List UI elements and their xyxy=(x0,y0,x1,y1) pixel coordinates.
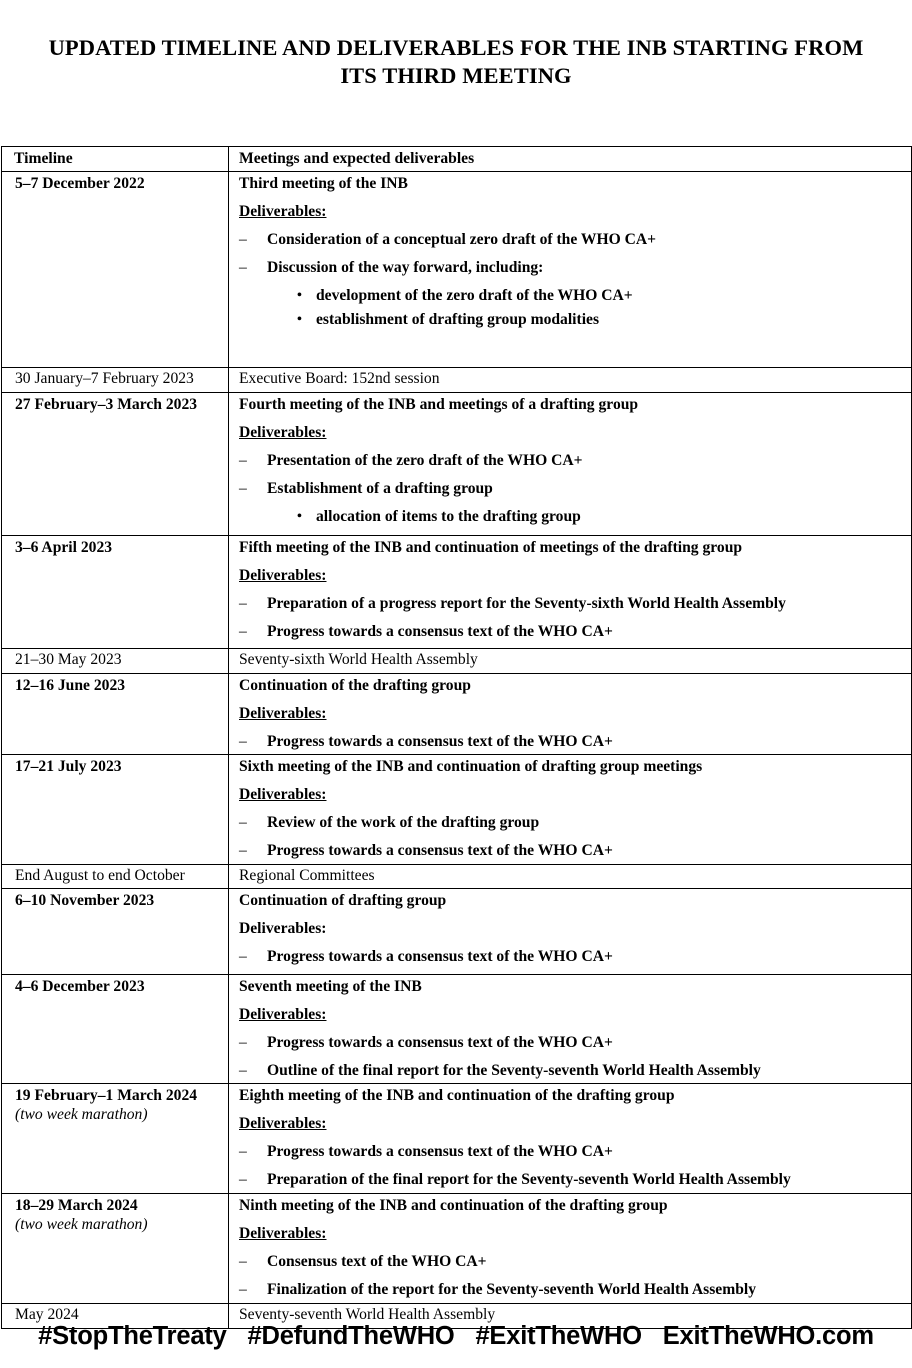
row-date: May 2024 xyxy=(2,1304,229,1329)
table-row xyxy=(2,536,912,649)
deliverable-item: – Consensus text of the WHO CA+ xyxy=(239,1253,487,1270)
row-date: 18–29 March 2024 xyxy=(15,1197,138,1214)
dash-marker: – xyxy=(239,1171,247,1188)
table-row xyxy=(2,172,912,368)
dash-marker: – xyxy=(239,1062,247,1079)
table-row xyxy=(2,1084,912,1194)
document-title xyxy=(0,34,912,90)
deliverable-item: – Progress towards a consensus text of the WHO CA+ xyxy=(239,733,613,750)
row-date: 5–7 December 2022 xyxy=(15,175,145,192)
bullet-marker: • xyxy=(297,288,302,303)
hashtag-defund-the-who: #DefundTheWHO xyxy=(247,1322,455,1350)
deliverable-item: – Preparation of a progress report for the Seventy-sixth World Health Assembly xyxy=(239,595,786,612)
row-date: 17–21 July 2023 xyxy=(15,758,122,775)
table-row xyxy=(2,865,912,889)
deliverable-item: – Progress towards a consensus text of the WHO CA+ xyxy=(239,623,613,640)
deliverables-label: Deliverables: xyxy=(239,1006,327,1023)
deliverable-item: – Establishment of a drafting group xyxy=(239,480,493,497)
dash-marker: – xyxy=(239,452,247,469)
row-date: 19 February–1 March 2024 xyxy=(15,1087,198,1104)
sub-bullet-item: • establishment of drafting group modalities xyxy=(239,308,911,332)
row-date: 27 February–3 March 2023 xyxy=(15,396,198,413)
row-date: End August to end October xyxy=(2,865,229,889)
hashtag-stop-the-treaty: #StopTheTreaty xyxy=(38,1322,227,1350)
row-meeting-title: Seventy-sixth World Health Assembly xyxy=(229,649,912,674)
row-date: 12–16 June 2023 xyxy=(15,677,126,694)
title-line-1: UPDATED TIMELINE AND DELIVERABLES FOR THE INB STARTING FROM xyxy=(48,35,864,60)
dash-marker: – xyxy=(239,1281,247,1298)
deliverables-label: Deliverables: xyxy=(239,567,327,584)
row-meeting-title: Continuation of the drafting group xyxy=(239,677,471,694)
dash-marker: – xyxy=(239,1143,247,1160)
timeline-table xyxy=(1,146,912,1329)
deliverable-item: – Progress towards a consensus text of the WHO CA+ xyxy=(239,1034,613,1051)
deliverable-item: – Discussion of the way forward, including: xyxy=(239,259,544,276)
table-row xyxy=(2,975,912,1084)
header-timeline: Timeline xyxy=(2,147,229,172)
bullet-marker: • xyxy=(297,509,302,524)
title-line-2: ITS THIRD MEETING xyxy=(340,63,572,88)
deliverable-item: – Presentation of the zero draft of the WHO CA+ xyxy=(239,452,583,469)
deliverable-item: – Outline of the final report for the Seventy-seventh World Health Assembly xyxy=(239,1062,761,1079)
deliverable-item: – Finalization of the report for the Seventy-seventh World Health Assembly xyxy=(239,1281,757,1298)
table-row xyxy=(2,755,912,865)
deliverable-item: – Consideration of a conceptual zero draft of the WHO CA+ xyxy=(239,231,657,248)
footer-hashtags xyxy=(0,1318,912,1354)
table-row xyxy=(2,393,912,536)
sub-bullet-item: • development of the zero draft of the WHO CA+ xyxy=(239,284,911,308)
sub-bullet-item: • allocation of items to the drafting group xyxy=(239,505,911,529)
row-meeting-title: Fifth meeting of the INB and continuation of meetings of the drafting group xyxy=(239,539,743,556)
dash-marker: – xyxy=(239,1034,247,1051)
row-meeting-title: Ninth meeting of the INB and continuation of the drafting group xyxy=(239,1197,668,1214)
dash-marker: – xyxy=(239,948,247,965)
table-row xyxy=(2,889,912,975)
row-meeting-title: Fourth meeting of the INB and meetings of a drafting group xyxy=(239,396,639,413)
deliverables-label: Deliverables: xyxy=(239,203,327,220)
row-meeting-title: Seventh meeting of the INB xyxy=(239,978,422,995)
row-date: 30 January–7 February 2023 xyxy=(2,368,229,393)
dash-marker: – xyxy=(239,814,247,831)
deliverables-label: Deliverables: xyxy=(239,920,327,937)
table-row xyxy=(2,1194,912,1304)
deliverables-label: Deliverables: xyxy=(239,705,327,722)
table-row xyxy=(2,674,912,755)
row-meeting-title: Seventy-seventh World Health Assembly xyxy=(229,1304,912,1329)
row-date: 6–10 November 2023 xyxy=(15,892,155,909)
dash-marker: – xyxy=(239,231,247,248)
deliverables-label: Deliverables: xyxy=(239,1225,327,1242)
row-meeting-title: Sixth meeting of the INB and continuation of drafting group meetings xyxy=(239,758,703,775)
hashtag-exit-the-who: #ExitTheWHO xyxy=(475,1322,642,1350)
dash-marker: – xyxy=(239,480,247,497)
deliverable-item: – Progress towards a consensus text of the WHO CA+ xyxy=(239,842,613,859)
deliverables-label: Deliverables: xyxy=(239,424,327,441)
dash-marker: – xyxy=(239,842,247,859)
table-header-row xyxy=(2,147,912,172)
row-date-note: (two week marathon) xyxy=(15,1106,148,1123)
table-row xyxy=(2,649,912,674)
row-date: 4–6 December 2023 xyxy=(15,978,145,995)
deliverable-item: – Review of the work of the drafting group xyxy=(239,814,540,831)
header-meetings: Meetings and expected deliverables xyxy=(229,147,912,172)
row-meeting-title: Eighth meeting of the INB and continuation of the drafting group xyxy=(239,1087,675,1104)
table-row xyxy=(2,368,912,393)
row-meeting-title: Regional Committees xyxy=(229,865,912,889)
row-date: 3–6 April 2023 xyxy=(15,539,113,556)
deliverable-item: – Progress towards a consensus text of the WHO CA+ xyxy=(239,948,613,965)
row-meeting-title: Third meeting of the INB xyxy=(239,175,408,192)
dash-marker: – xyxy=(239,595,247,612)
deliverable-item: – Progress towards a consensus text of the WHO CA+ xyxy=(239,1143,613,1160)
website-exitthewho: ExitTheWHO.com xyxy=(662,1322,874,1350)
deliverables-label: Deliverables: xyxy=(239,1115,327,1132)
dash-marker: – xyxy=(239,1253,247,1270)
row-meeting-title: Executive Board: 152nd session xyxy=(229,368,912,393)
deliverables-label: Deliverables: xyxy=(239,786,327,803)
dash-marker: – xyxy=(239,733,247,750)
row-meeting-title: Continuation of drafting group xyxy=(239,892,447,909)
deliverable-item: – Preparation of the final report for the Seventy-seventh World Health Assembly xyxy=(239,1171,791,1188)
bullet-marker: • xyxy=(297,312,302,327)
dash-marker: – xyxy=(239,259,247,276)
row-date: 21–30 May 2023 xyxy=(2,649,229,674)
dash-marker: – xyxy=(239,623,247,640)
row-date-note: (two week marathon) xyxy=(15,1216,148,1233)
